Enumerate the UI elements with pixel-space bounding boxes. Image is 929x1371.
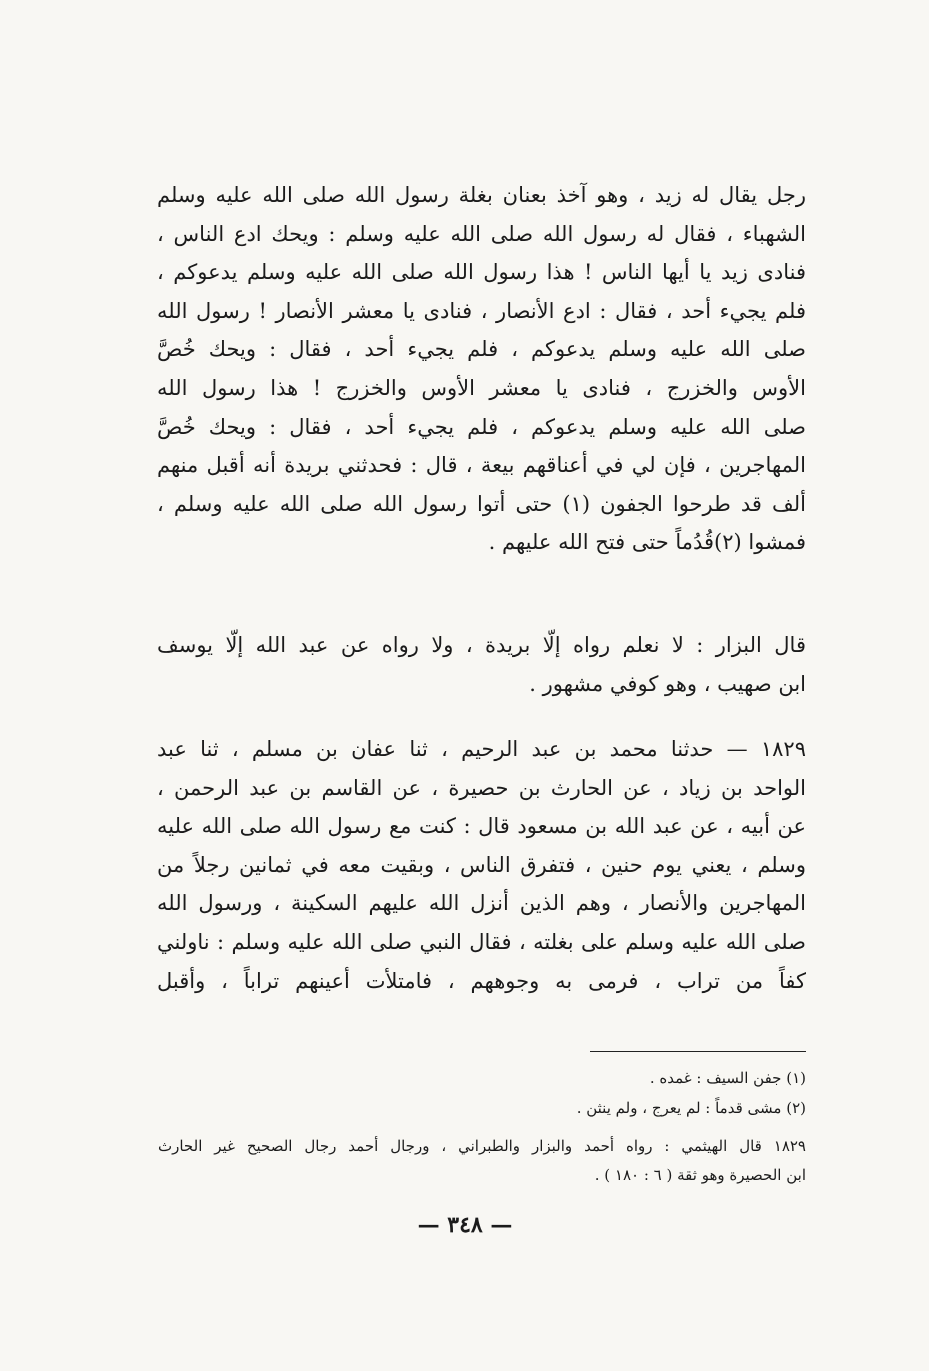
- text-line: المهاجرين والأنصار ، وهم الذين أنزل الله عليهم السكينة ، ورسول الله: [157, 891, 806, 916]
- text-line: الواحد بن زياد ، عن الحارث بن حصيرة ، عن القاسم بن عبد الرحمن ،: [157, 775, 806, 800]
- text-line: فلم يجيء أحد ، فقال : ادع الأنصار ، فنادى يا معشر الأنصار ! رسول الله: [157, 298, 806, 323]
- text-line: فنادى زيد يا أيها الناس ! هذا رسول الله صلى الله عليه وسلم يدعوكم ،: [157, 260, 806, 285]
- text-line: الشهباء ، فقال له رسول الله صلى الله عليه وسلم : ويحك ادع الناس ،: [157, 221, 806, 246]
- text-line: صلى الله عليه وسلم يدعوكم ، فلم يجيء أحد ، فقال : ويحك خُصَّ: [157, 414, 806, 439]
- text-line: صلى الله عليه وسلم يدعوكم ، فلم يجيء أحد ، فقال : ويحك خُصَّ: [157, 337, 806, 362]
- text-line: عن أبيه ، عن عبد الله بن مسعود قال : كنت مع رسول الله صلى الله عليه: [157, 814, 806, 839]
- paragraph-hadith-1829: [157, 730, 806, 1000]
- paragraph-bazzar-comment: [157, 626, 806, 703]
- text-line: رجل يقال له زيد ، وهو آخذ بعنان بغلة رسول الله صلى الله عليه وسلم: [157, 183, 806, 207]
- page-number: — ٣٤٨ —: [417, 1212, 513, 1238]
- text-line: قال البزار : لا نعلم رواه إلّا بريدة ، ولا رواه عن عبد الله إلّا يوسف: [157, 633, 806, 657]
- footnote-separator: [590, 1051, 806, 1052]
- text-line: المهاجرين ، فإن لي في أعناقهم بيعة ، قال : فحدثني بريدة أنه أقبل منهم: [157, 453, 806, 478]
- text-line: فمشوا (٢)قُدُماً حتى فتح الله عليهم .: [488, 530, 806, 555]
- footnote-1829-source: ١٨٢٩ قال الهيثمي : رواه أحمد والبزار والطبراني ، ورجال أحمد رجال الصحيح غير الحارث: [158, 1137, 806, 1155]
- text-line: وسلم ، يعني يوم حنين ، فتفرق الناس ، وبقيت معه في ثمانين رجلاً من: [157, 852, 806, 877]
- footnote-2: (٢) مشى قدماً : لم يعرج ، ولم ينثن .: [576, 1099, 806, 1117]
- footnote-1829-source-cont: ابن الحصيرة وهو ثقة ( ٦ : ١٨٠ ) .: [594, 1166, 806, 1184]
- text-line: ألف قد طرحوا الجفون (١) حتى أتوا رسول الله صلى الله عليه وسلم ،: [157, 491, 806, 516]
- text-line: صلى الله عليه وسلم على بغلته ، فقال النبي صلى الله عليه وسلم : ناولني: [157, 929, 806, 954]
- text-line: كفاً من تراب ، فرمى به وجوههم ، فامتلأت أعينهم تراباً ، وأقبل: [157, 968, 806, 993]
- text-line: ١٨٢٩ — حدثنا محمد بن عبد الرحيم ، ثنا عفان بن مسلم ، ثنا عبد: [157, 737, 806, 761]
- text-line: الأوس والخزرج ، فنادى يا معشر الأوس والخزرج ! هذا رسول الله: [157, 375, 806, 400]
- text-line: ابن صهيب ، وهو كوفي مشهور .: [529, 671, 806, 696]
- paragraph-battle-narrative: [157, 176, 806, 562]
- footnote-1: (١) جفن السيف : غمده .: [649, 1069, 806, 1087]
